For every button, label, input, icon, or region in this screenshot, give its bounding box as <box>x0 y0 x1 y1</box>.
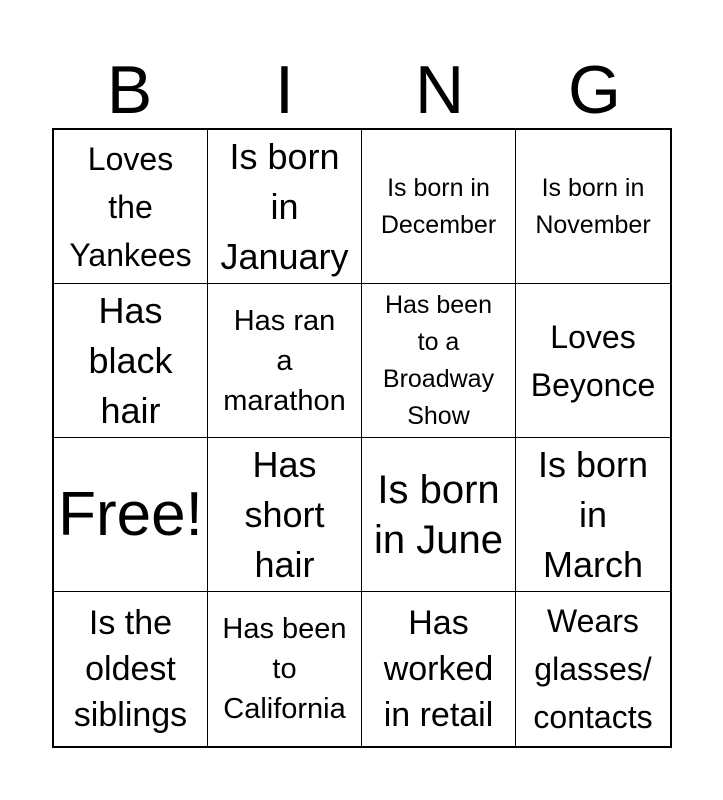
bingo-cell[interactable] <box>516 592 670 746</box>
bingo-cell[interactable] <box>516 438 670 592</box>
cell-text: Wears glasses/ contacts <box>533 603 653 735</box>
header-letter-b: B <box>106 52 153 128</box>
bingo-cell[interactable] <box>208 438 362 592</box>
bingo-cell[interactable] <box>208 284 362 438</box>
bingo-cell[interactable] <box>54 284 208 438</box>
cell-text: Has been to California <box>222 613 347 725</box>
cell-text: Is born in June <box>374 467 503 562</box>
cell-text: Loves Beyonce <box>530 318 656 403</box>
bingo-header <box>52 52 672 128</box>
cell-text: Loves the Yankees <box>69 140 192 273</box>
free-space-cell[interactable] <box>54 438 208 592</box>
bingo-cell[interactable] <box>362 284 516 438</box>
bingo-cell[interactable] <box>208 130 362 284</box>
header-letter-n: N <box>414 52 465 128</box>
header-letter-i: I <box>275 52 294 128</box>
bingo-cell[interactable] <box>362 130 516 284</box>
bingo-cell[interactable] <box>54 130 208 284</box>
cell-text: Has ran a marathon <box>223 304 346 417</box>
header-letter-g: G <box>568 52 621 128</box>
bingo-cell[interactable] <box>516 284 670 438</box>
cell-text: Is born in March <box>537 443 649 585</box>
cell-text: Is born in January <box>220 135 349 277</box>
bingo-cell[interactable] <box>362 592 516 746</box>
cell-text: Has short hair <box>244 443 325 585</box>
bingo-cell[interactable] <box>208 592 362 746</box>
cell-text: Has worked in retail <box>383 604 494 734</box>
cell-text: Has black hair <box>88 289 173 431</box>
cell-text: Has been to a Broadway Show <box>382 290 495 430</box>
bingo-cell[interactable] <box>54 592 208 746</box>
bingo-cell[interactable] <box>516 130 670 284</box>
free-space-text: Free! <box>58 479 203 549</box>
cell-text: Is born in November <box>535 173 651 239</box>
bingo-card-grid <box>52 128 672 748</box>
cell-text: Is the oldest siblings <box>73 604 188 734</box>
cell-text: Is born in December <box>380 173 497 239</box>
bingo-cell[interactable] <box>362 438 516 592</box>
